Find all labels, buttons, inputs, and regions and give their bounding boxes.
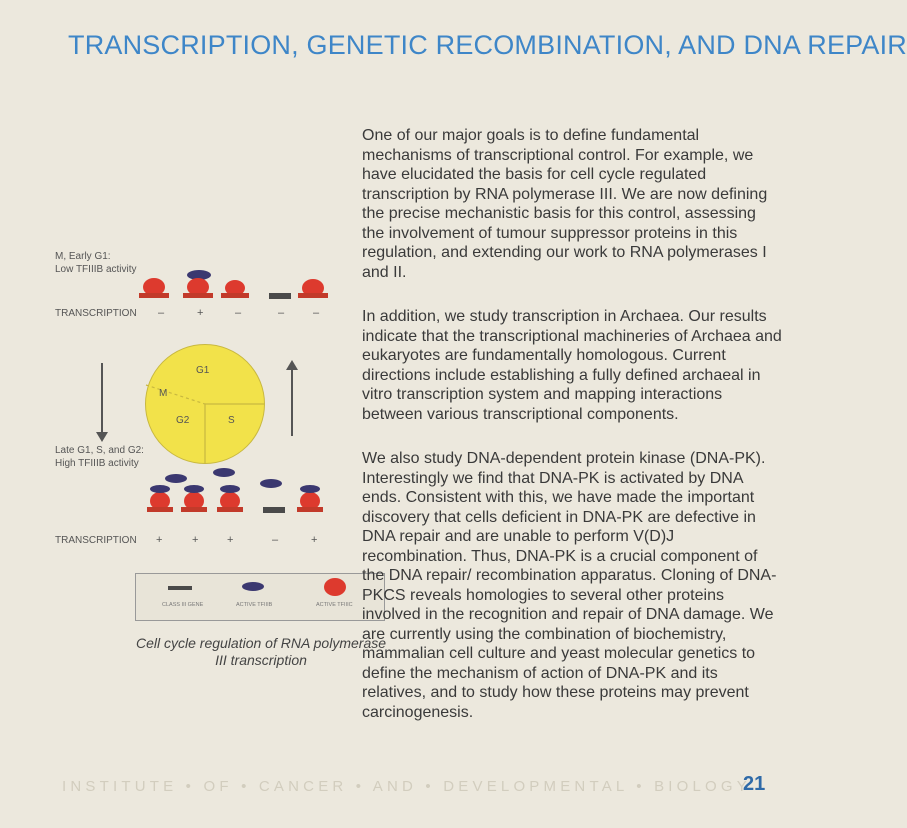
bottom-condition-label: Late G1, S, and G2: High TFIIIB activity: [55, 445, 144, 469]
tfiiib-blob: [150, 485, 170, 493]
bottom-sign: +: [311, 534, 318, 546]
legend-tfiiic-swatch: [324, 578, 346, 596]
class-iii-gene: [147, 507, 173, 512]
arrow-down-head: [96, 432, 108, 442]
top-sign: –: [235, 307, 242, 319]
legend-gene-label: CLASS III GENE: [162, 602, 204, 608]
tfiiib-blob: [184, 485, 204, 493]
top-sign: –: [313, 307, 320, 319]
s-phase-label: S: [228, 415, 235, 426]
tfiiib-blob: [165, 474, 187, 483]
legend-tfiiib-swatch: [242, 582, 264, 591]
class-iii-gene: [269, 293, 291, 299]
transcription-label-bottom: TRANSCRIPTION: [55, 535, 137, 546]
cell-cycle-figure: [55, 248, 387, 688]
tfiiib-blob: [220, 485, 240, 493]
body-text: [362, 126, 782, 747]
page-number: 21: [743, 773, 766, 795]
top-sign: –: [278, 307, 285, 319]
tfiiib-blob: [300, 485, 320, 493]
class-iii-gene: [297, 507, 323, 512]
tfiiib-blob: [213, 468, 235, 477]
transcription-label-top: TRANSCRIPTION: [55, 308, 137, 319]
top-condition-label: M, Early G1: Low TFIIIB activity: [55, 251, 137, 275]
bottom-sign: –: [272, 534, 279, 546]
legend-tfiiic-label: ACTIVE TFIIIC: [316, 602, 353, 608]
paragraph: One of our major goals is to define fundamental mechanisms of transcriptional control. For example, we have elucidated the basis for cell cycle regulated transcription by RNA polymerase III. We are now defining the precise mechanistic basis for this control, assessing the involvement of tumour suppressor proteins in this regulation, and extending our work to RNA polymerases I and II.: [362, 127, 768, 281]
legend-gene-swatch: [168, 586, 192, 590]
tfiiib-blob: [260, 479, 282, 488]
class-iii-gene: [217, 507, 243, 512]
paragraph: In addition, we study transcription in Archaea. Our results indicate that the transcriptional machineries of Archaea and eukaryotes are fundamentally homologous. Current directions include establishing a fully defined archaeal in vitro transcription system and mapping interactions between various transcriptional components.: [362, 308, 782, 423]
arrow-up: [291, 368, 293, 436]
paragraph: We also study DNA-dependent protein kinase (DNA-PK). Interestingly we find that DNA-PK is activated by DNA ends. Consistent with this, we have made the important discovery that cells deficient in DNA-PK are defective in DNA repair and are unable to perform V(D)J recombination. Thus, DNA-PK is a crucial component of the DNA repair/ recombination apparatus. Cloning of DNA-PKCS reveals homologies to several other proteins involved in the recognition and repair of DNA damage. We are currently using the combination of biochemistry, mammalian cell culture and yeast molecular genetics to define the mechanism of action of DNA-PK and its relatives, and to study how these proteins may prevent carcinogenesis.: [362, 450, 777, 721]
page-title: TRANSCRIPTION, GENETIC RECOMBINATION, AND DNA REPAIR: [68, 30, 907, 60]
class-iii-gene: [139, 293, 169, 298]
class-iii-gene: [183, 293, 213, 298]
class-iii-gene: [221, 293, 249, 298]
legend-tfiiib-label: ACTIVE TFIIIB: [236, 602, 273, 608]
bottom-sign: +: [227, 534, 234, 546]
g1-phase-label: G1: [196, 365, 210, 376]
class-iii-gene: [298, 293, 328, 298]
class-iii-gene: [181, 507, 207, 512]
top-sign: –: [158, 307, 165, 319]
figure-caption: Cell cycle regulation of RNA polymerase III transcription: [135, 635, 387, 668]
m-phase-label: M: [159, 388, 168, 399]
arrow-down: [101, 363, 103, 435]
g2-phase-label: G2: [176, 415, 190, 426]
figure-legend: [135, 573, 385, 621]
top-sign: +: [197, 307, 204, 319]
bottom-sign: +: [192, 534, 199, 546]
class-iii-gene: [263, 507, 285, 513]
cell-cycle-diagram: [145, 344, 265, 464]
footer-institute: INSTITUTE • OF • CANCER • AND • DEVELOPMENTAL • BIOLOGY: [62, 778, 751, 795]
bottom-sign: +: [156, 534, 163, 546]
